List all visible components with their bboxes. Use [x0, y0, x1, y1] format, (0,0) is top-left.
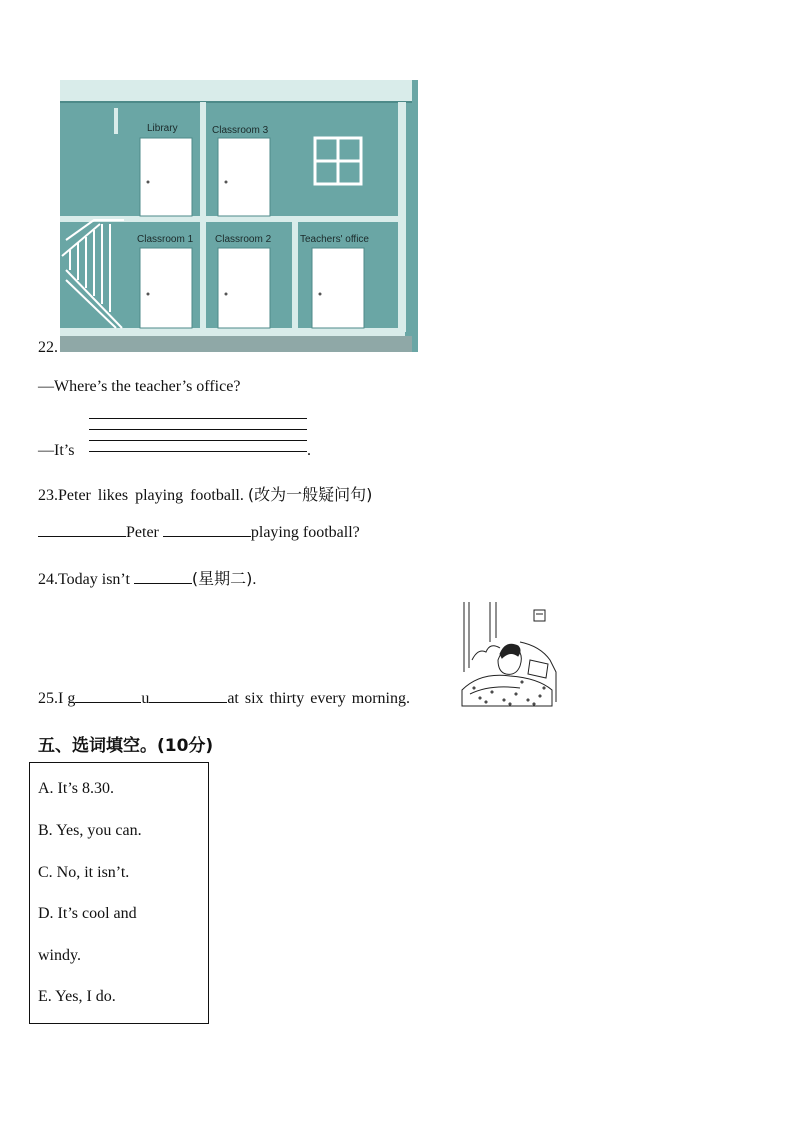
q24-hint: (星期二) [191, 569, 253, 588]
q22-answer-prefix: —It’s [38, 442, 75, 459]
section5-title: 五、选词填空。(10分) [38, 736, 214, 756]
option-b: B. Yes, you can. [38, 822, 142, 839]
q22-number: 22. [38, 339, 58, 356]
q23-line [38, 482, 372, 505]
q23-blank-2[interactable] [163, 535, 251, 537]
q25-start: I g [58, 690, 76, 707]
q23-blank-1[interactable] [38, 535, 126, 537]
q25-number: 25. [38, 690, 58, 707]
classroom3-label: Classroom 3 [212, 125, 269, 136]
teachers-office-label: Teachers' office [300, 234, 369, 245]
q23-number: 23. [38, 487, 58, 504]
classroom2-label: Classroom 2 [215, 234, 272, 245]
classroom1-label: Classroom 1 [137, 234, 194, 245]
q24-line [38, 566, 256, 589]
library-label: Library [147, 123, 178, 134]
q23-sentence: Peter likes playing football. [58, 487, 244, 504]
option-c: C. No, it isn’t. [38, 864, 130, 881]
q23-instruction: (改为一般疑问句) [247, 485, 373, 504]
q25-blank-1[interactable] [75, 701, 141, 703]
option-e: E. Yes, I do. [38, 988, 116, 1005]
q24-number: 24. [38, 571, 58, 588]
q22-answer-lines [89, 418, 307, 458]
q24-text: Today isn’t [58, 571, 130, 588]
q23-rewrite-end: playing football? [250, 524, 360, 541]
q24-end: . [252, 571, 257, 588]
school-building-picture [60, 80, 418, 352]
option-d: D. It’s cool and [38, 905, 137, 922]
q25-blank-2[interactable] [149, 701, 227, 703]
q24-blank[interactable] [134, 582, 192, 584]
q25-line [38, 690, 410, 708]
q23-rewrite-mid: Peter [126, 524, 159, 541]
options-box [29, 762, 209, 1024]
q22-question: —Where’s the teacher’s office? [38, 378, 241, 395]
q25-mid: u [141, 690, 150, 707]
q22-answer-end: . [307, 442, 311, 459]
q23-rewrite [38, 524, 360, 542]
boy-getting-up-picture [460, 602, 560, 708]
option-d-cont: windy. [38, 947, 81, 964]
q25-end: at six thirty every morning. [227, 690, 410, 707]
option-a: A. It’s 8.30. [38, 780, 114, 797]
